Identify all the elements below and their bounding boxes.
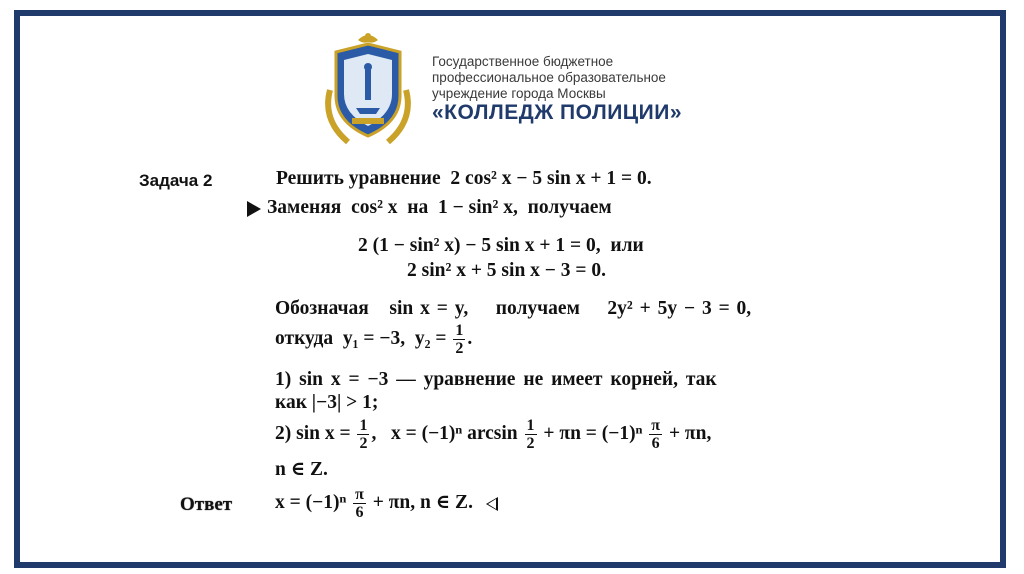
task-statement (276, 168, 652, 190)
step-substitution (247, 197, 612, 219)
eq1-or: или (610, 235, 644, 256)
solution-start-marker-icon (247, 201, 261, 217)
answer-expr: x = (−1)ⁿ (275, 491, 347, 513)
equation-2: 2 sin² x + 5 sin x − 3 = 0. (407, 260, 607, 281)
statement-text: Решить уравнение (276, 168, 441, 189)
org-name: «КОЛЛЕДЖ ПОЛИЦИИ» (432, 101, 682, 124)
statement-equation: 2 cos² x − 5 sin x + 1 = 0. (450, 168, 652, 189)
fraction-one-half-3: $\frac{1}{2}$ (526, 417, 535, 452)
root-y2: y₂ = (414, 327, 447, 349)
case2-end: + πn, (668, 422, 712, 444)
subst-result: 2y² + 5y − 3 = 0, (607, 298, 752, 319)
case2-sin: 2) sin x = (275, 422, 351, 444)
fraction-one-half: $\frac{1}{2}$ (455, 322, 464, 357)
fraction-pi-six: $\frac{\pi}{6}$ (651, 417, 661, 452)
answer-line (275, 486, 498, 521)
substitution-line (275, 298, 751, 320)
task-label: Задача 2 (139, 171, 213, 190)
step1-sin: 1 − sin² x, (438, 197, 518, 218)
org-line-2: профессиональное образовательное (432, 70, 666, 85)
fraction-pi-six-answer: $\frac{\pi}{6}$ (355, 486, 364, 521)
root-y1: y₁ = −3, (342, 327, 406, 349)
answer-end: + πn, n ∈ Z. (372, 491, 473, 513)
equation-1 (358, 235, 644, 257)
roots-line: откуда y₁ = −3, y₂ = $\frac{1}{2}$ . (275, 322, 473, 357)
step1-end: получаем (527, 197, 612, 218)
case-1-continued: как |−3| > 1; (275, 392, 379, 413)
subst-eq: sin x = y, (389, 298, 469, 319)
eq1-expr: 2 (1 − sin² x) − 5 sin x + 1 = 0, (358, 235, 601, 256)
case-2: 2) sin x = $\frac{1}{2}$ , x = (−1)ⁿ arcsin $\frac{1}{2}$ + πn = (−1)ⁿ $\frac{\pi}{6}$ + πn, (275, 417, 712, 452)
case2-equals: + πn = (−1)ⁿ (543, 422, 643, 444)
solution-end-marker-icon (486, 497, 498, 511)
case-2-continued: n ∈ Z. (275, 459, 328, 480)
org-line-1: Государственное бюджетное (432, 54, 614, 69)
subst-text: Обозначая (275, 298, 369, 319)
answer-label: Ответ (180, 494, 233, 515)
roots-text: откуда (275, 327, 334, 349)
org-line-3: учреждение города Москвы (432, 86, 606, 101)
case2-arcsin: x = (−1)ⁿ arcsin (390, 422, 518, 444)
step1-mid: на (407, 197, 429, 218)
step1-cos: cos² x (351, 197, 398, 218)
fraction-one-half-2: $\frac{1}{2}$ (359, 417, 368, 452)
case-1: 1) sin x = −3 — уравнение не имеет корней, так (275, 369, 717, 390)
subst-get: получаем (495, 298, 580, 319)
step1-text: Заменяя (267, 197, 342, 218)
